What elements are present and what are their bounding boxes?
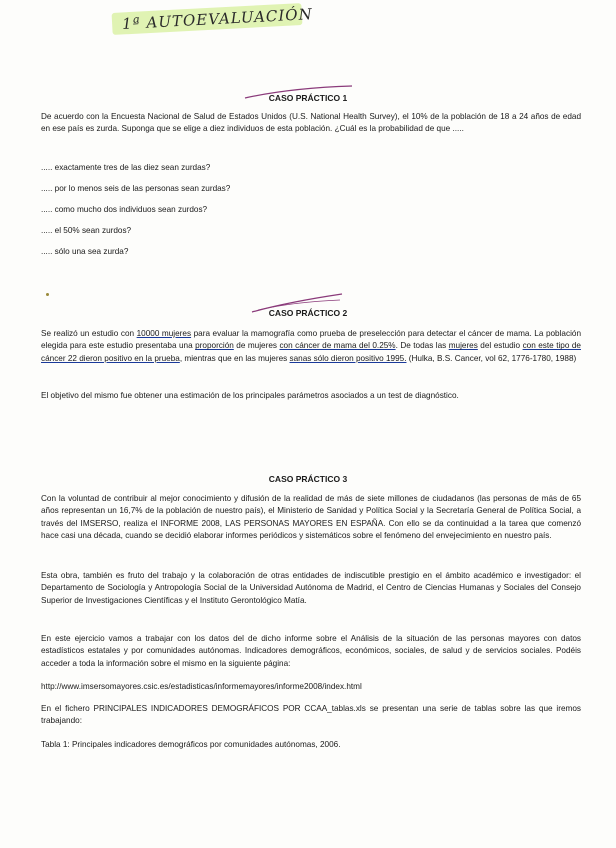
caso3-paragraph-1: Con la voluntad de contribuir al mejor conocimiento y difusión de la realidad de más de siete millones de ciudadanos (las personas de más de 65 años representan un 16,7% de la población de nuestro país), el Ministerio de Sanidad y Política Social y la Secretaría General de Política Social, a través del IMSERSO, realiza el INFORME 2008, LAS PERSONAS MAYORES EN ESPAÑA. Con ello se da continuidad a la tarea que comenzó hace casi una década, cuando se decidió elaborar informes periódicos y sistemáticos sobre el fenómeno del envejecimiento en nuestro país. [41,494,581,541]
caso2-paragraph-2: El objetivo del mismo fue obtener una estimación de los principales parámetros asociados a un test de diagnóstico. [41,391,459,400]
handwritten-title: 1ª AUTOEVALUACIÓN [121,5,314,33]
pen-strike-mark [248,290,348,320]
caso2-title: CASO PRÁCTICO 2 [268,308,348,318]
caso3-url[interactable]: http://www.imsersomayores.csic.es/estadisticas/informemayores/informe2008/index.html [41,682,362,691]
caso1-question-2: ..... por lo menos seis de las personas sean zurdas? [41,184,231,193]
caso1-question-1: ..... exactamente tres de las diez sean zurdas? [41,163,211,172]
caso3-title: CASO PRÁCTICO 3 [268,474,348,484]
caso2-paragraph-1: Se realizó un estudio con 10000 mujeres para evaluar la mamografía como prueba de preselección para detectar el cáncer de mama. La población elegida para este estudio presentaba una proporción de mujeres con cáncer de mama del 0.25%. De todas las mujeres del estudio con este tipo de cáncer 22 dieron positivo en la prueba, mientras que en las mujeres sanas sólo dieron positivo 1995. (Hulka, B.S. Cancer, vol 62, 1776-1780, 1988) [41,329,581,363]
caso3-paragraph-2: Esta obra, también es fruto del trabajo y la colaboración de otras entidades de indiscutible prestigio en el ámbito académico e investigador: el Departamento de Sociología y Antropología Social de la Universidad Autónoma de Madrid, el Centro de Ciencias Humanas y Sociales del Consejo Superior de Investigaciones Científicas y el Instituto Gerontológico Matía. [41,571,581,605]
pen-strike-mark [240,82,360,104]
caso1-question-3: ..... como mucho dos individuos sean zurdos? [41,205,208,214]
caso1-title: CASO PRÁCTICO 1 [268,93,348,103]
caso1-question-4: ..... el 50% sean zurdos? [41,226,132,235]
caso1-intro: De acuerdo con la Encuesta Nacional de Salud de Estados Unidos (U.S. National Health Survey), el 10% de la población de 18 a 24 años de edad en ese país es zurda. Suponga que se elige a diez individuos de esta población. ¿Cuál es la probabilidad de que ..... [41,112,581,134]
caso1-question-5: ..... sólo una sea zurda? [41,247,129,256]
caso3-paragraph-3: En este ejercicio vamos a trabajar con los datos del de dicho informe sobre el Análisis de la situación de las personas mayores con datos estadísticos estatales y por comunidades autónomas. Indicadores demográficos, económicos, sociales, de salud y de servicios sociales. Podéis acceder a toda la información sobre el mismo en la siguiente página: [41,634,581,668]
caso3-paragraph-4: En el fichero PRINCIPALES INDICADORES DEMOGRÁFICOS POR CCAA_tablas.xls se presentan una serie de tablas sobre las que iremos trabajando: [41,704,581,726]
ink-dot [46,293,49,296]
caso3-paragraph-5: Tabla 1: Principales indicadores demográficos por comunidades autónomas, 2006. [41,740,341,749]
